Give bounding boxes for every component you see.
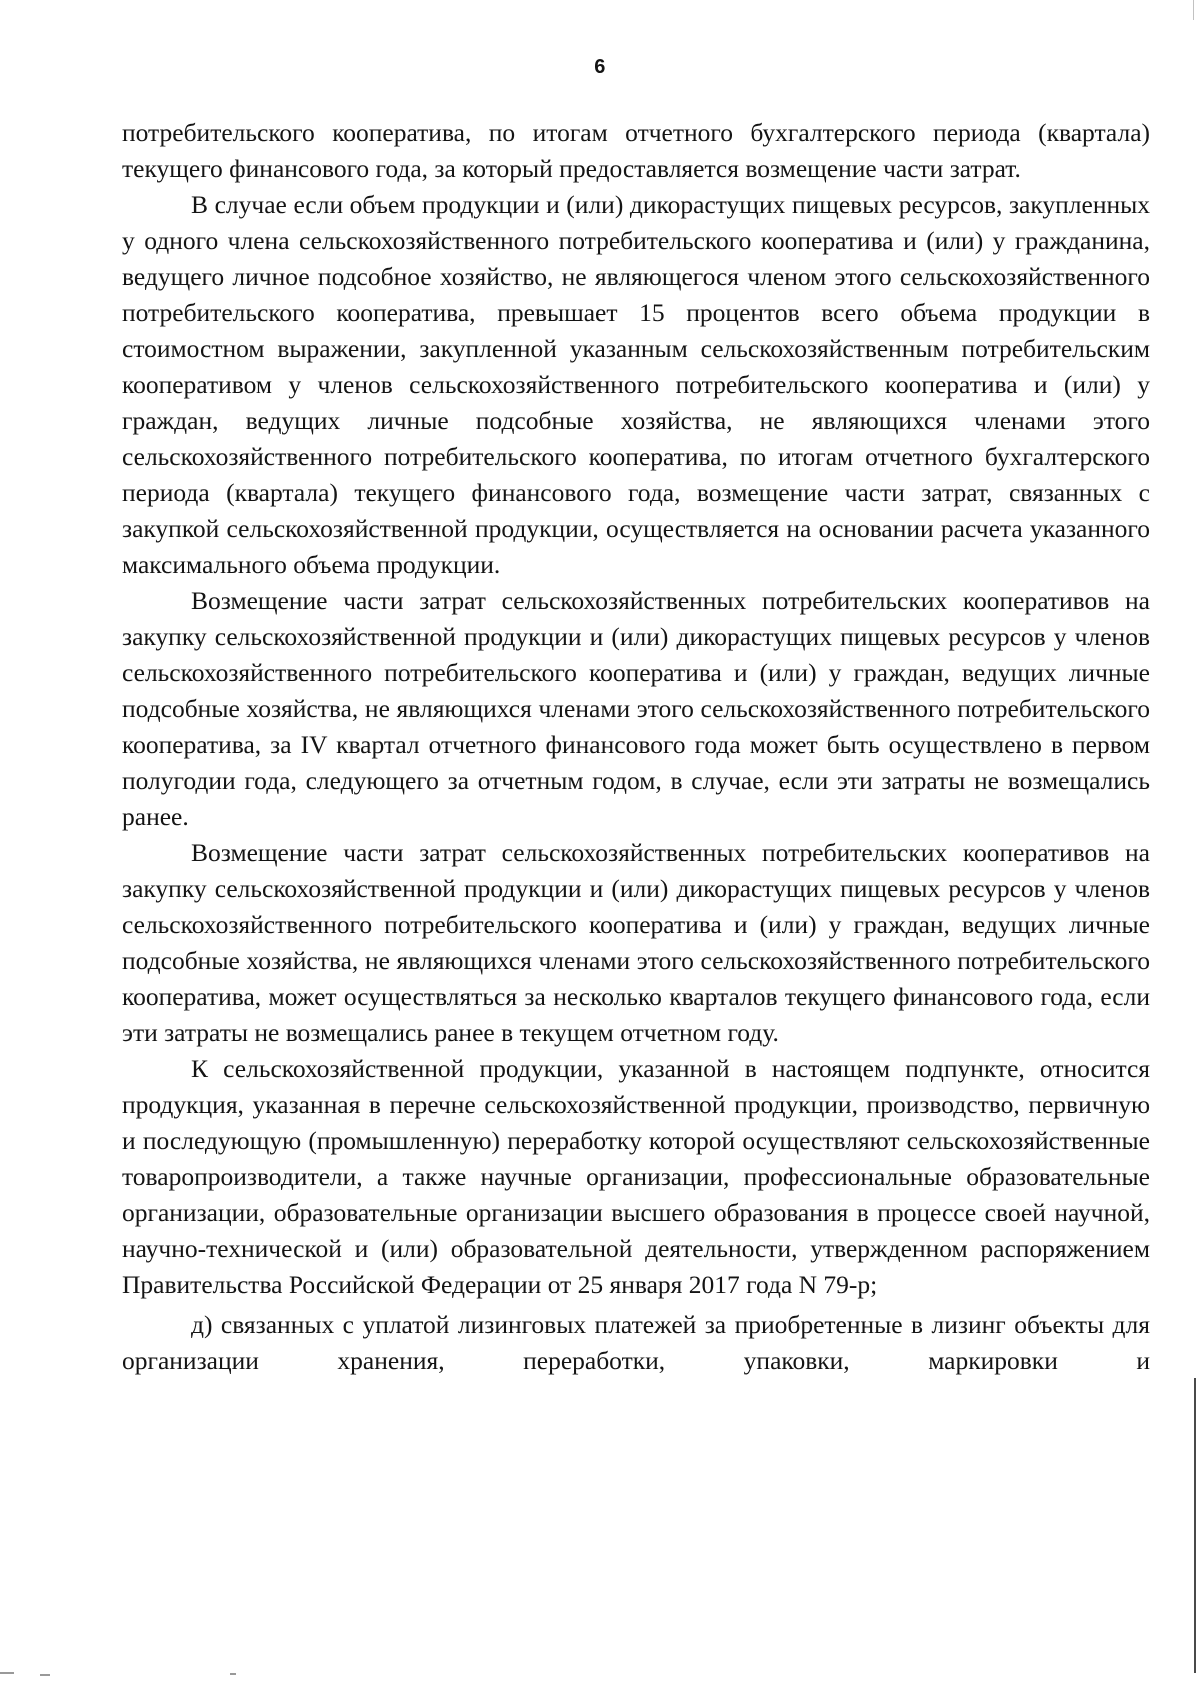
paragraph-volume-limit: В случае если объем продукции и (или) дикорастущих пищевых ресурсов, закупленных у одного члена сельскохозяйственного потребительского кооператива и (или) у гражданина, ведущего личное подсобное хозяйство, не являющегося членом этого сельскохозяйственного потребительского кооператива, превышает 15 процентов всего объема продукции в стоимостном выражении, закупленной указанным сельскохозяйственным потребительским кооперативом у членов сельскохозяйственного потребительского кооператива и (или) у граждан, ведущих личные подсобные хозяйства, не являющихся членами этого сельскохозяйственного потребительского кооператива, по итогам отчетного бухгалтерского периода (квартала) текущего финансового года, возмещение части затрат, связанных с закупкой сельскохозяйственной продукции, осуществляется на основании расчета указанного максимального объема продукции. xyxy=(122,190,1150,579)
paragraph-q4-compensation: Возмещение части затрат сельскохозяйственных потребительских кооперативов на закупку сельскохозяйственной продукции и (или) дикорастущих пищевых ресурсов у членов сельскохозяйственного потребительского кооператива и (или) у граждан, ведущих личные подсобные хозяйства, не являющихся членами этого сельскохозяйственного потребительского кооператива, за IV квартал отчетного финансового года может быть осуществлено в первом полугодии года, следующего за отчетным годом, в случае, если эти затраты не возмещались ранее. xyxy=(122,586,1150,831)
paragraph-multi-quarter: Возмещение части затрат сельскохозяйственных потребительских кооперативов на закупку сельскохозяйственной продукции и (или) дикорастущих пищевых ресурсов у членов сельскохозяйственного потребительского кооператива и (или) у граждан, ведущих личные подсобные хозяйства, не являющихся членами этого сельскохозяйственного потребительского кооператива, может осуществляться за несколько кварталов текущего финансового года, если эти затраты не возмещались ранее в текущем отчетном году. xyxy=(122,838,1150,1047)
paragraph-continuation: потребительского кооператива, по итогам отчетного бухгалтерского периода (квартала) текущего финансового года, за который предоставляется возмещение части затрат. xyxy=(122,118,1150,183)
page-number: 6 xyxy=(594,56,606,78)
scan-artifact xyxy=(0,1672,14,1674)
paragraph-product-definition: К сельскохозяйственной продукции, указанной в настоящем подпункте, относится продукция, указанная в перечне сельскохозяйственной продукции, производство, первичную и последующую (промышленную) переработку которой осуществляют сельскохозяйственные товаропроизводители, а также научные организации, профессиональные образовательные организации, образовательные организации высшего образования в процессе своей научной, научно-технической и (или) образовательной деятельности, утвержденном распоряжением Правительства Российской Федерации от 25 января 2017 года N 79-р; xyxy=(122,1054,1150,1299)
scan-edge-mark xyxy=(1193,0,1194,20)
document-body xyxy=(122,115,1150,1379)
paragraph-subitem-d: д) связанных с уплатой лизинговых платежей за приобретенные в лизинг объекты для организации хранения, переработки, упаковки, маркировки и xyxy=(122,1310,1150,1375)
scan-artifact xyxy=(230,1673,236,1675)
scan-artifact xyxy=(40,1674,50,1676)
scan-edge-line xyxy=(1194,1378,1196,1673)
